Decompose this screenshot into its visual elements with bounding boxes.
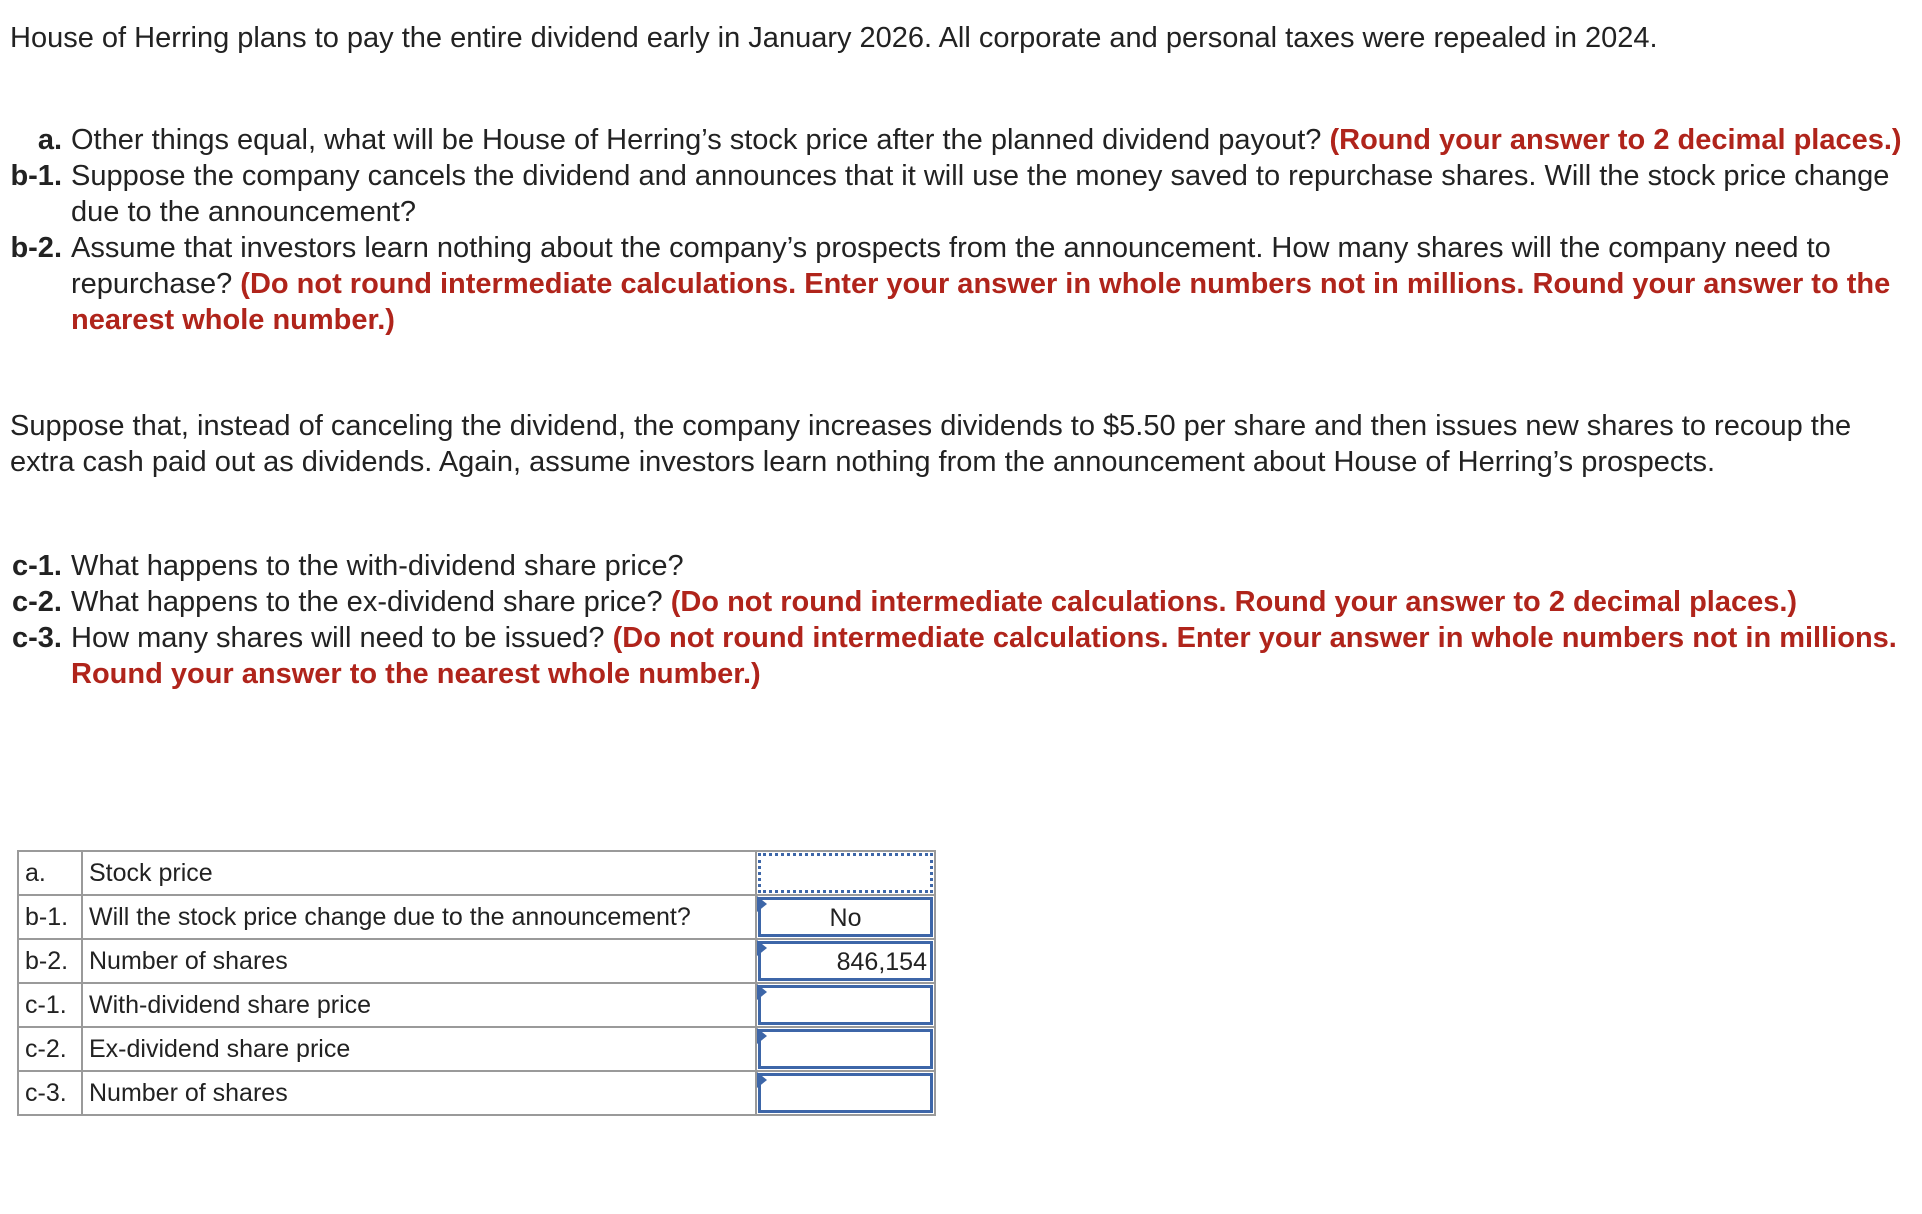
question-text: How many shares will need to be issued?	[71, 622, 613, 654]
question-text: Assume that investors learn nothing about the company’s prospects from the announcement. How many shares will the company need to repurchase?	[71, 232, 1831, 300]
question-note: (Do not round intermediate calculations. Round your answer to 2 decimal places.)	[670, 586, 1798, 618]
question-c3	[10, 620, 1910, 692]
intro-text: House of Herring plans to pay the entire dividend early in January 2026. All corporate and personal taxes were repealed in 2024.	[10, 22, 1658, 54]
question-label: b-2.	[10, 232, 62, 264]
row-description: With-dividend share price	[82, 983, 756, 1027]
table-row	[18, 1027, 935, 1071]
issued-shares-input[interactable]	[758, 1073, 933, 1113]
row-description: Number of shares	[82, 939, 756, 983]
question-label: a.	[37, 124, 62, 156]
question-a	[10, 122, 1910, 158]
stock-price-input[interactable]	[758, 853, 933, 893]
row-label: a.	[18, 851, 82, 895]
question-b1	[10, 158, 1910, 230]
repurchase-shares-input[interactable]: 846,154	[758, 941, 933, 981]
question-text: Suppose the company cancels the dividend and announces that it will use the money saved to repurchase shares. Will the stock price change due to the announcement?	[71, 160, 1890, 228]
row-label: b-1.	[18, 895, 82, 939]
scenario-paragraph: Suppose that, instead of canceling the dividend, the company increases dividends to $5.50 per share and then issues new shares to recoup the extra cash paid out as dividends. Again, assume investors learn nothing from the announcement about House of Herring’s prospects.	[10, 410, 1852, 478]
table-row	[18, 895, 935, 939]
question-note: (Do not round intermediate calculations. Enter your answer in whole numbers not in millions. Round your answer to the nearest whole number.)	[71, 622, 1897, 690]
table-row	[18, 939, 935, 983]
flag-icon	[757, 1028, 767, 1044]
row-description: Ex-dividend share price	[82, 1027, 756, 1071]
row-label: c-3.	[18, 1071, 82, 1115]
question-text: What happens to the with-dividend share price?	[71, 550, 684, 582]
question-text: Other things equal, what will be House of Herring’s stock price after the planned dividend payout?	[71, 124, 1330, 156]
question-c2	[10, 584, 1910, 620]
table-row	[18, 983, 935, 1027]
question-note: (Round your answer to 2 decimal places.)	[1329, 124, 1902, 156]
row-description: Number of shares	[82, 1071, 756, 1115]
flag-icon	[757, 1072, 767, 1088]
question-label: c-2.	[12, 586, 62, 618]
flag-icon	[757, 896, 767, 912]
question-label: c-1.	[12, 550, 62, 582]
c-question-list	[10, 548, 1910, 692]
row-description: Stock price	[82, 851, 756, 895]
row-label: c-1.	[18, 983, 82, 1027]
question-list	[10, 122, 1910, 338]
question-label: b-1.	[10, 160, 62, 192]
question-b2	[10, 230, 1910, 338]
answer-table	[17, 850, 936, 1116]
question-c1	[10, 548, 1910, 584]
ex-dividend-price-input[interactable]	[758, 1029, 933, 1069]
question-note: (Do not round intermediate calculations. Enter your answer in whole numbers not in millions. Round your answer to the nearest whole number.)	[71, 268, 1891, 336]
question-text: What happens to the ex-dividend share price?	[71, 586, 671, 618]
question-label: c-3.	[12, 622, 62, 654]
row-label: c-2.	[18, 1027, 82, 1071]
table-row	[18, 1071, 935, 1115]
price-change-select[interactable]: No	[758, 897, 933, 937]
table-row	[18, 851, 935, 895]
row-description: Will the stock price change due to the announcement?	[82, 895, 756, 939]
flag-icon	[757, 940, 767, 956]
row-label: b-2.	[18, 939, 82, 983]
with-dividend-price-select[interactable]	[758, 985, 933, 1025]
flag-icon	[757, 984, 767, 1000]
